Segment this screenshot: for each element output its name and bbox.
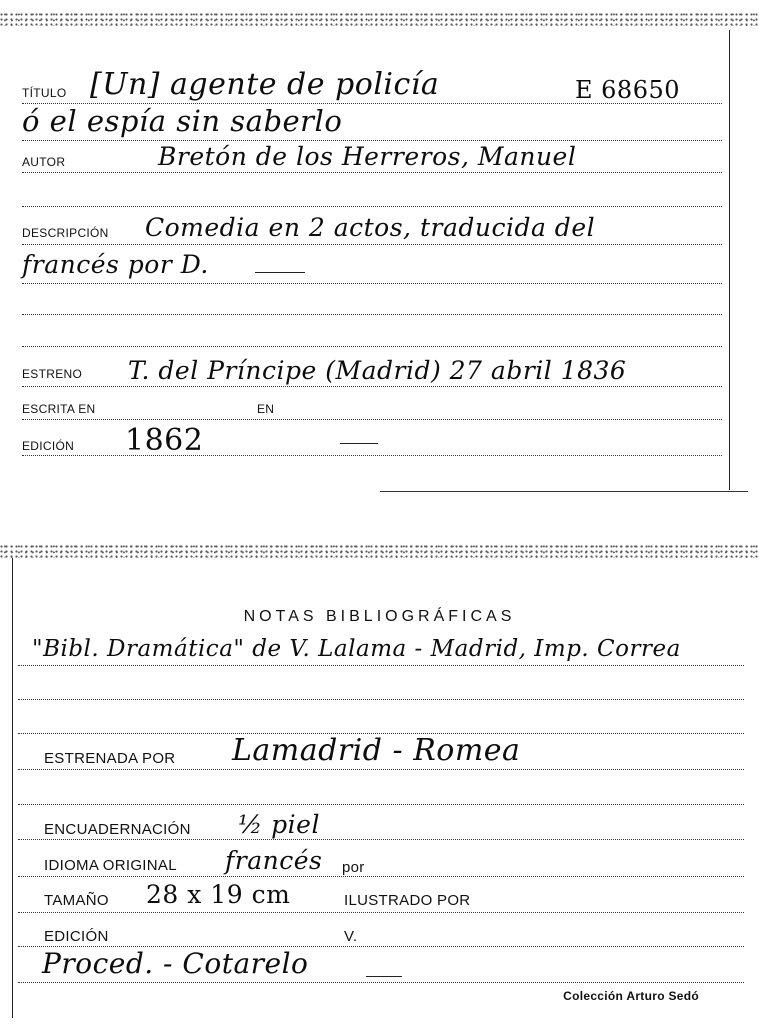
procedencia-value: Proced. - Cotarelo [42,947,309,980]
blank-rule-4 [18,804,744,805]
notas-rule-1 [18,665,744,666]
card-torn-edge-bottom [0,544,759,558]
encuadernacion-rule [18,839,744,840]
v-label: V. [344,928,358,945]
descripcion-dash [255,272,305,273]
blank-rule-3 [22,346,722,347]
ilustrado-label: ILUSTRADO POR [344,892,471,909]
por-label: por [342,859,365,876]
en-label: EN [257,402,275,416]
tamano-rule [18,912,744,913]
card-right-border [729,30,730,490]
autor-label: AUTOR [22,155,66,169]
edicion-value: 1862 [125,423,204,458]
notas-rule-2 [18,699,744,700]
card-torn-edge [0,12,759,26]
estreno-label: ESTRENO [22,367,83,381]
estrenada-label: ESTRENADA POR [44,750,176,767]
procedencia-dash [366,976,402,977]
procedencia-rule [18,982,744,983]
card-bottom-rule [380,491,748,492]
titulo-line2: ó el espía sin saberlo [22,104,343,138]
notas-value: "Bibl. Dramática" de V. Lalama - Madrid, Imp. Correa [32,636,681,662]
estreno-value: T. del Príncipe (Madrid) 27 abril 1836 [128,356,627,385]
idioma-value: francés [225,846,323,875]
encuadernacion-value: ½ piel [238,810,320,839]
autor-value: Bretón de los Herreros, Manuel [158,142,577,171]
notas-heading: NOTAS BIBLIOGRÁFICAS [243,608,516,625]
descripcion-rule-2 [22,283,722,284]
descripcion-label: DESCRIPCIÓN [22,226,109,240]
edicion-rule [22,455,722,456]
estreno-rule [22,386,722,387]
autor-rule [22,172,722,173]
descripcion-rule-1 [22,244,722,245]
encuadernacion-label: ENCUADERNACIÓN [44,821,191,838]
estrenada-rule [18,769,744,770]
descripcion-line2: francés por D. [22,250,209,279]
estrenada-value: Lamadrid - Romea [232,733,521,768]
catalog-card-top [0,0,759,500]
edicion-dash [340,443,378,444]
blank-rule-1 [22,206,722,207]
escrita-label: ESCRITA EN [22,402,96,416]
idioma-label: IDIOMA ORIGINAL [44,857,177,874]
titulo-label: TÍTULO [22,86,67,100]
edicion-label: EDICIÓN [22,439,75,453]
descripcion-line1: Comedia en 2 actos, traducida del [145,213,596,242]
card-left-border [12,558,13,1018]
blank-rule-2 [22,314,722,315]
titulo-line1: [Un] agente de policía [90,67,440,102]
catalog-number: E 68650 [575,76,680,104]
tamano-value: 28 x 19 cm [146,880,291,909]
idioma-rule [18,876,744,877]
catalog-card-bottom [0,540,759,1028]
escrita-rule [22,419,722,420]
titulo-rule-2 [22,140,722,141]
edicion-label-bottom: EDICIÓN [44,928,109,945]
collection-footer: Colección Arturo Sedó [563,989,699,1003]
tamano-label: TAMAÑO [44,892,109,909]
